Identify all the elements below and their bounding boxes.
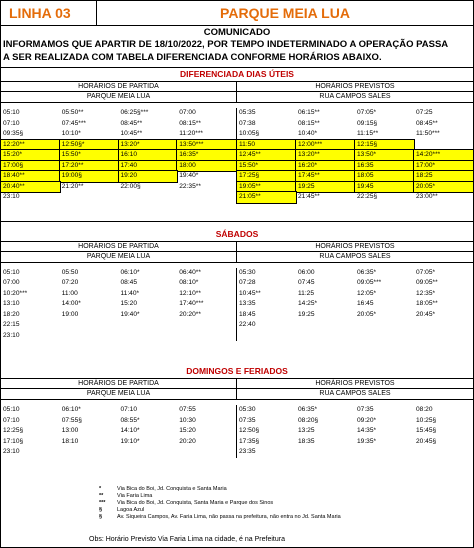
time-cell xyxy=(60,447,119,458)
table-row xyxy=(1,171,236,182)
time-cell: 20:05* xyxy=(414,182,473,193)
time-cell: 22:35** xyxy=(179,182,201,190)
time-cell: 13:20* xyxy=(119,140,178,151)
notice-line-1: INFORMAMOS QUE APARTIR DE 18/10/2022, POR TEMPO INDETERMINADO A OPERAÇÃO PASSA xyxy=(3,39,449,50)
time-cell: 12:05* xyxy=(357,289,377,297)
time-cell: 07:00 xyxy=(179,109,196,116)
time-cell: 06:10* xyxy=(120,268,140,276)
time-cell: 21:45** xyxy=(298,193,320,200)
time-cell: 14:35* xyxy=(357,427,377,434)
time-cell: 22:15 xyxy=(3,321,20,328)
time-cell xyxy=(414,447,473,458)
route-name: PARQUE MEIA LUA xyxy=(220,5,350,21)
time-cell xyxy=(119,192,178,203)
time-cell: 23:10 xyxy=(3,331,20,339)
table-row xyxy=(237,310,473,321)
time-cell: 05:35 xyxy=(239,109,256,116)
time-cell: 11:40* xyxy=(120,289,140,297)
time-cell: 06:25§*** xyxy=(120,109,149,116)
time-cell: 07:35 xyxy=(357,406,374,413)
time-cell: 06:35* xyxy=(298,406,318,413)
time-cell: 19:25 xyxy=(298,310,315,318)
table-row xyxy=(237,278,473,289)
time-cell: 13:00 xyxy=(61,427,79,434)
section-title-weekdays: DIFERENCIADA DIAS ÚTEIS xyxy=(180,69,294,79)
time-cell xyxy=(177,192,236,203)
time-cell: 07:10 xyxy=(3,416,20,424)
expected-times-table xyxy=(237,108,473,203)
departure-times-table xyxy=(1,405,237,458)
time-cell: 20:05* xyxy=(357,310,377,318)
legend-item xyxy=(99,486,341,493)
table-row xyxy=(237,140,473,151)
time-cell xyxy=(119,331,178,342)
time-cell: 12:45** xyxy=(237,150,296,161)
time-cell: 10:45** xyxy=(120,130,143,137)
time-cell: 12:00*** xyxy=(296,140,355,151)
time-cell: 14:10* xyxy=(120,427,140,434)
time-cell xyxy=(177,320,236,331)
time-cell: 09:20* xyxy=(357,416,377,424)
legend-item xyxy=(99,507,341,514)
table-row xyxy=(1,437,236,448)
legend-item xyxy=(99,514,341,521)
time-cell: 16:35* xyxy=(177,150,236,161)
time-cell: 07:45*** xyxy=(61,119,86,127)
time-cell: 20:20 xyxy=(179,437,196,445)
departure-times-table xyxy=(1,108,237,203)
column-headers xyxy=(1,241,473,263)
time-cell: 08:10* xyxy=(179,279,199,286)
time-cell: 16:45 xyxy=(357,300,374,307)
notice-line-2: A SER REALIZADA COM TABELA DIFERENCIADA CONFORME HORÁRIOS ABAIXO. xyxy=(3,51,382,63)
expected-times-table xyxy=(237,268,473,342)
table-row xyxy=(237,437,473,448)
column-headers xyxy=(1,378,473,400)
table-row xyxy=(1,140,236,151)
notice-title: COMUNICADO xyxy=(203,27,271,38)
time-cell: 08:45** xyxy=(120,119,143,127)
time-cell xyxy=(119,447,178,458)
time-cell: 09:35§ xyxy=(3,130,24,137)
time-cell: 23:10 xyxy=(3,193,20,200)
time-cell: 11:25 xyxy=(298,289,315,297)
table-row xyxy=(1,278,236,289)
time-cell: 20:20** xyxy=(179,310,201,318)
time-cell: 12:15§ xyxy=(355,140,414,151)
time-cell: 06:00 xyxy=(298,268,315,276)
time-cell: 16:20* xyxy=(296,161,355,172)
table-row xyxy=(1,182,236,193)
time-cell: 12:50§* xyxy=(60,140,119,151)
time-cell: 07:55§ xyxy=(61,416,82,424)
time-cell: 10:10* xyxy=(61,130,81,137)
table-row xyxy=(237,268,473,279)
time-cell: 18:20 xyxy=(3,310,20,318)
time-cell: 15:45§ xyxy=(416,427,437,434)
time-cell: 08:55* xyxy=(120,416,140,424)
time-cell: 19:20 xyxy=(119,171,178,182)
origin-header: PARQUE MEIA LUA xyxy=(1,251,236,263)
time-cell: 12:50§ xyxy=(239,427,260,434)
column-headers xyxy=(1,81,473,103)
time-cell: 18:00 xyxy=(177,161,236,172)
time-cell: 18:40** xyxy=(1,171,60,182)
time-cell: 07:45 xyxy=(298,279,315,286)
time-cell: 22:25§ xyxy=(357,193,378,200)
time-cell xyxy=(355,320,414,331)
time-cell: 19:25 xyxy=(296,182,355,193)
time-cell: 08:20 xyxy=(416,406,433,413)
table-row xyxy=(237,150,473,161)
time-cell: 07:05* xyxy=(357,109,377,116)
time-cell: 19:35* xyxy=(357,437,377,445)
table-row xyxy=(237,299,473,310)
time-cell: 22:00§ xyxy=(120,182,141,190)
legend-text: Via Faria Lima xyxy=(117,493,153,499)
time-cell: 19:05** xyxy=(237,182,296,193)
time-cell: 20:40** xyxy=(1,182,60,193)
table-row xyxy=(1,108,236,119)
time-cell: 11:50 xyxy=(237,140,296,151)
time-cell: 21:20** xyxy=(61,182,84,190)
time-cell: 18:10 xyxy=(61,437,79,445)
origin-header: PARQUE MEIA LUA xyxy=(1,91,236,103)
time-cell: 06:10* xyxy=(61,406,81,413)
time-cell: 07:28 xyxy=(239,279,256,286)
time-cell: 18:25 xyxy=(414,171,473,182)
time-cell xyxy=(60,192,119,203)
time-cell: 12:35* xyxy=(416,289,436,297)
time-cell: 16:10 xyxy=(119,150,178,161)
time-cell: 18:05 xyxy=(355,171,414,182)
time-cell: 13:35 xyxy=(239,300,256,307)
time-cell: 17:25§ xyxy=(237,171,296,182)
table-row xyxy=(237,182,473,193)
time-cell: 05:10 xyxy=(3,268,20,276)
section-title-sunday: DOMINGOS E FERIADOS xyxy=(186,366,288,376)
time-cell: 23:00** xyxy=(416,193,438,200)
table-row xyxy=(1,405,236,416)
time-cell: 18:35 xyxy=(298,437,315,445)
table-row xyxy=(1,150,236,161)
time-cell: 19:10* xyxy=(120,437,140,445)
time-cell xyxy=(177,447,236,458)
time-cell: 13:25 xyxy=(298,427,315,434)
table-row xyxy=(237,171,473,182)
departure-header: HORÁRIOS DE PARTIDA xyxy=(78,83,159,90)
time-cell: 09:05** xyxy=(416,279,438,286)
time-cell xyxy=(177,331,236,342)
time-cell: 11:15** xyxy=(357,130,379,137)
time-cell: 11:20*** xyxy=(179,130,203,137)
time-cell: 18:45 xyxy=(239,310,256,318)
time-cell: 10:40* xyxy=(298,130,318,137)
section-sunday xyxy=(1,359,473,458)
time-cell: 10:45** xyxy=(239,289,261,297)
time-cell: 19:45 xyxy=(355,182,414,193)
time-cell: 17:40 xyxy=(119,161,178,172)
time-cell: 05:30 xyxy=(239,406,256,413)
time-cell xyxy=(355,447,414,458)
table-row xyxy=(1,320,236,331)
time-cell: 07:55 xyxy=(179,406,196,413)
time-cell: 09:05*** xyxy=(357,279,382,286)
table-row xyxy=(1,447,236,458)
expected-header: HORÁRIOS PREVISTOS xyxy=(315,380,395,387)
table-row xyxy=(1,416,236,427)
time-cell: 17:45** xyxy=(296,171,355,182)
legend-symbol: § xyxy=(99,514,103,520)
time-cell: 17:00§ xyxy=(1,161,60,172)
legend-item xyxy=(99,493,341,500)
time-cell: 11:50*** xyxy=(416,130,440,137)
time-cell: 07:05* xyxy=(416,268,436,276)
time-cell: 08:45** xyxy=(416,119,438,127)
time-cell: 15:20* xyxy=(1,150,60,161)
time-cell: 17:20** xyxy=(60,161,119,172)
time-cell: 05:30 xyxy=(239,268,256,276)
legend-text: Lagoa Azul xyxy=(117,507,145,513)
time-cell: 19:00 xyxy=(61,310,79,318)
notice-box xyxy=(1,26,473,68)
time-cell: 15:50* xyxy=(60,150,119,161)
time-cell: 13:50*** xyxy=(177,140,236,151)
legend-item xyxy=(99,500,341,507)
table-row xyxy=(1,310,236,321)
destination-header: RUA CAMPOS SALES xyxy=(237,388,473,400)
table-row xyxy=(237,161,473,172)
legend-symbol: § xyxy=(99,507,103,513)
time-cell: 07:35 xyxy=(239,416,256,424)
time-cell: 08:15** xyxy=(179,119,201,127)
table-row xyxy=(237,426,473,437)
table-row xyxy=(1,192,236,203)
legend-text: Via Bica do Boi, Jd. Conquista e Santa Maria xyxy=(117,486,227,492)
expected-header: HORÁRIOS PREVISTOS xyxy=(315,83,395,90)
table-row xyxy=(237,416,473,427)
time-cell: 23:10 xyxy=(3,448,20,455)
time-cell: 18:05** xyxy=(416,300,438,307)
legend-text: Via Bica do Boi, Jd. Conquista, Santa Maria e Parque dos Sinos xyxy=(117,500,274,506)
table-row xyxy=(1,129,236,140)
time-cell xyxy=(60,331,119,342)
table-row xyxy=(1,426,236,437)
time-cell: 15:20 xyxy=(179,427,196,434)
time-cell: 12:25§ xyxy=(3,427,24,434)
time-cell: 16:35 xyxy=(355,161,414,172)
time-cell: 17:00* xyxy=(414,161,473,172)
time-cell: 15:20 xyxy=(120,300,138,307)
time-cell: 05:50 xyxy=(61,268,79,276)
time-cell: 08:45 xyxy=(120,279,138,286)
time-cell: 09:15§ xyxy=(357,119,378,127)
table-row xyxy=(1,289,236,300)
destination-header: RUA CAMPOS SALES xyxy=(237,251,473,263)
destination-header: RUA CAMPOS SALES xyxy=(237,91,473,103)
time-cell: 10:05§ xyxy=(239,130,260,137)
time-cell: 07:38 xyxy=(239,119,256,127)
table-row xyxy=(237,119,473,130)
expected-times-table xyxy=(237,405,473,458)
time-cell: 19:00§ xyxy=(60,171,119,182)
time-cell: 07:10 xyxy=(3,119,20,127)
time-cell: 14:00* xyxy=(61,300,81,307)
time-cell: 20:45* xyxy=(416,310,436,318)
timetable-header xyxy=(1,1,473,26)
time-cell: 17:40*** xyxy=(179,300,204,307)
time-cell: 07:10 xyxy=(120,406,138,413)
time-cell: 10:30 xyxy=(179,416,196,424)
time-cell: 19:40* xyxy=(179,172,199,179)
table-row xyxy=(237,129,473,140)
table-row xyxy=(1,299,236,310)
time-cell: 21:05** xyxy=(237,192,296,203)
time-cell: 06:15** xyxy=(298,109,320,116)
table-row xyxy=(237,289,473,300)
time-cell: 20:45§ xyxy=(416,437,437,445)
time-cell: 15:50* xyxy=(237,161,296,172)
legend-symbol: ** xyxy=(99,493,104,499)
expected-header: HORÁRIOS PREVISTOS xyxy=(315,242,395,250)
time-cell: 12:20** xyxy=(1,140,60,151)
time-cell: 13:50* xyxy=(355,150,414,161)
legend-symbol: *** xyxy=(99,500,106,506)
time-cell: 14:20*** xyxy=(414,150,473,161)
time-cell: 05:10 xyxy=(3,109,20,116)
table-row xyxy=(237,320,473,331)
section-title-saturday: SÁBADOS xyxy=(1,221,473,241)
time-cell: 22:40 xyxy=(239,321,256,328)
time-cell: 10:20*** xyxy=(3,289,28,297)
time-cell: 11:00 xyxy=(61,289,78,297)
time-cell: 06:40** xyxy=(179,268,201,276)
legend xyxy=(99,486,341,521)
time-cell: 07:00 xyxy=(3,279,20,286)
time-cell: 07:20 xyxy=(61,279,79,286)
time-cell: 13:10 xyxy=(3,300,20,307)
time-cell: 07:25 xyxy=(416,109,433,116)
legend-text: Av. Siqueira Campos, Av. Faria Lima, não passa na prefeitura, não entra no Jd. Santa Maria xyxy=(117,514,341,520)
time-cell xyxy=(119,320,178,331)
table-row xyxy=(1,331,236,342)
time-cell xyxy=(60,320,119,331)
time-cell: 17:35§ xyxy=(239,437,260,445)
time-cell: 06:35* xyxy=(357,268,377,276)
time-cell: 05:10 xyxy=(3,406,20,413)
departure-header: HORÁRIOS DE PARTIDA xyxy=(78,380,159,387)
legend-symbol: * xyxy=(99,486,102,492)
table-row xyxy=(237,405,473,416)
footer-note: Obs: Horário Previsto Via Faria Lima na cidade, é na Prefeitura xyxy=(89,536,285,543)
time-cell: 17:10§ xyxy=(3,437,24,445)
time-cell: 13:20** xyxy=(296,150,355,161)
time-cell: 19:40* xyxy=(120,310,140,318)
time-cell xyxy=(296,320,355,331)
table-row xyxy=(237,192,473,203)
time-cell: 08:15** xyxy=(298,119,320,127)
table-row xyxy=(237,447,473,458)
time-cell xyxy=(414,320,473,331)
time-cell: 08:20§ xyxy=(298,416,319,424)
time-cell: 12:10** xyxy=(179,289,201,297)
time-cell: 14:25* xyxy=(298,300,318,307)
table-row xyxy=(1,268,236,279)
table-row xyxy=(1,119,236,130)
section-weekdays xyxy=(1,68,473,203)
departure-times-table xyxy=(1,268,237,342)
table-row xyxy=(237,108,473,119)
time-cell: 10:25§ xyxy=(416,416,437,424)
time-cell xyxy=(296,447,355,458)
time-cell: 05:50** xyxy=(61,109,84,116)
line-code: LINHA 03 xyxy=(1,1,97,25)
table-row xyxy=(1,161,236,172)
time-cell: 23:35 xyxy=(239,448,256,455)
departure-header: HORÁRIOS DE PARTIDA xyxy=(78,242,159,250)
section-saturday xyxy=(1,221,473,342)
origin-header: PARQUE MEIA LUA xyxy=(1,388,236,400)
